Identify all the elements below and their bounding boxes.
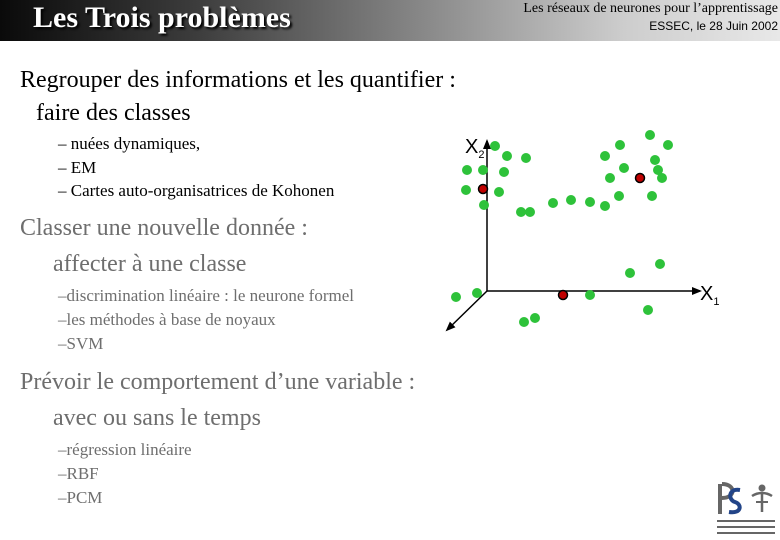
data-point — [479, 200, 489, 210]
axis-x-letter: X — [700, 283, 714, 305]
axis-y-label — [465, 136, 484, 161]
data-point — [650, 155, 660, 165]
section3-item-3: –PCM — [58, 488, 103, 507]
section3-heading-line2: avec ou sans le temps — [53, 405, 261, 431]
data-point — [530, 313, 540, 323]
section1-item-2: – EM — [58, 158, 97, 177]
data-point — [615, 140, 625, 150]
cluster-centroid — [559, 291, 568, 300]
axis-x-subscript: 1 — [713, 296, 720, 308]
data-point — [521, 153, 531, 163]
section1-item-3: – Cartes auto-organisatrices de Kohonen — [58, 181, 335, 200]
data-point — [472, 288, 482, 298]
data-point — [643, 305, 653, 315]
section3-item-2: –RBF — [58, 464, 99, 483]
data-point — [600, 201, 610, 211]
data-point — [585, 197, 595, 207]
data-point — [462, 165, 472, 175]
data-point — [494, 187, 504, 197]
axis-y-letter: X — [465, 136, 479, 158]
cluster-centroid — [479, 185, 488, 194]
data-point — [499, 167, 509, 177]
section3-heading-line1: Prévoir le comportement d’une variable : — [20, 369, 416, 395]
data-point — [605, 173, 615, 183]
data-point — [548, 198, 558, 208]
data-point — [619, 163, 629, 173]
data-point — [614, 191, 624, 201]
data-point — [663, 140, 673, 150]
data-point — [655, 259, 665, 269]
section3-item-1: –régression linéaire — [58, 440, 192, 459]
slide-title: Les Trois problèmes — [33, 1, 291, 34]
data-point — [585, 290, 595, 300]
data-point — [625, 268, 635, 278]
data-point — [461, 185, 471, 195]
data-point — [600, 151, 610, 161]
section2-item-3: –SVM — [58, 334, 104, 353]
section2-heading-line1: Classer une nouvelle donnée : — [20, 215, 308, 241]
date-place: ESSEC, le 28 Juin 2002 — [649, 19, 778, 33]
section2-heading-line2: affecter à une classe — [53, 251, 247, 277]
data-point — [451, 292, 461, 302]
institution-logo — [714, 478, 778, 538]
data-point — [490, 141, 500, 151]
axis-y-subscript: 2 — [478, 149, 485, 161]
data-point — [516, 207, 526, 217]
course-title: Les réseaux de neurones pour l’apprentissage — [523, 1, 778, 16]
section2-item-1: –discrimination linéaire : le neurone formel — [58, 286, 354, 305]
cluster-centroid — [636, 174, 645, 183]
data-point — [525, 207, 535, 217]
data-point — [566, 195, 576, 205]
section1-heading-line2: faire des classes — [36, 100, 191, 126]
data-point — [502, 151, 512, 161]
data-point — [478, 165, 488, 175]
section1-item-1: – nuées dynamiques, — [58, 134, 201, 153]
section2-item-2: –les méthodes à base de noyaux — [58, 310, 276, 329]
section1-heading-line1: Regrouper des informations et les quantifier : — [20, 67, 456, 93]
data-point — [519, 317, 529, 327]
axis-x-label — [700, 283, 719, 308]
data-point — [647, 191, 657, 201]
data-point — [645, 130, 655, 140]
data-point — [657, 173, 667, 183]
